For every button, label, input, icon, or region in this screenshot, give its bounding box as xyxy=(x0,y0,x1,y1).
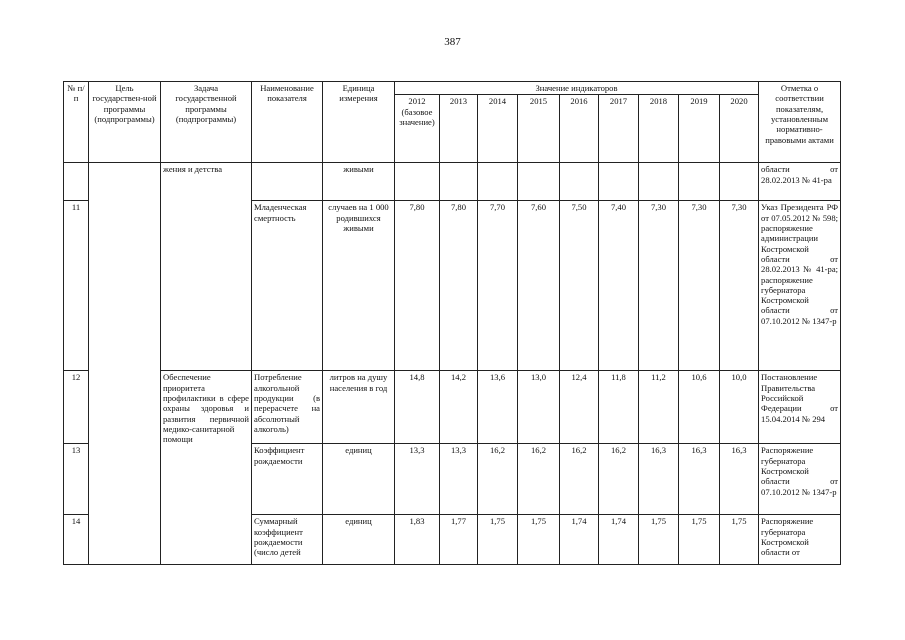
header-year: 2016 xyxy=(560,95,599,163)
cell-value: 12,4 xyxy=(560,371,599,444)
cell-value: 1,75 xyxy=(639,515,679,565)
cell-value xyxy=(518,163,560,201)
cell-indicator: Коэффициент рождаемости xyxy=(252,444,323,515)
cell-goal xyxy=(89,163,161,565)
cell-value: 16,3 xyxy=(720,444,759,515)
cell-num xyxy=(64,163,89,201)
header-year: 2012 (базовое значение) xyxy=(395,95,440,163)
cell-value: 1,75 xyxy=(720,515,759,565)
table-row xyxy=(64,163,841,201)
cell-value: 11,2 xyxy=(639,371,679,444)
cell-value: 16,3 xyxy=(679,444,720,515)
cell-value: 7,50 xyxy=(560,201,599,371)
header-indicator: Наименование показателя xyxy=(252,82,323,163)
cell-value: 1,83 xyxy=(395,515,440,565)
cell-num: 12 xyxy=(64,371,89,444)
cell-value: 14,8 xyxy=(395,371,440,444)
header-year: 2020 xyxy=(720,95,759,163)
cell-value xyxy=(478,163,518,201)
cell-value: 13,3 xyxy=(440,444,478,515)
cell-indicator xyxy=(252,163,323,201)
cell-value xyxy=(720,163,759,201)
cell-value: 13,0 xyxy=(518,371,560,444)
indicators-table xyxy=(63,81,841,565)
header-year: 2013 xyxy=(440,95,478,163)
cell-value xyxy=(560,163,599,201)
page-number: 387 xyxy=(444,36,461,48)
cell-value xyxy=(599,163,639,201)
cell-indicator: Суммарный коэффициент рождаемости (число детей xyxy=(252,515,323,565)
cell-value: 10,0 xyxy=(720,371,759,444)
header-task: Задача государственной программы (подпрограммы) xyxy=(161,82,252,163)
cell-indicator: Потребление алкогольной продукции (в перерасчете на абсолютный алкоголь) xyxy=(252,371,323,444)
cell-value: 10,6 xyxy=(679,371,720,444)
cell-value: 16,2 xyxy=(560,444,599,515)
cell-value: 16,3 xyxy=(639,444,679,515)
cell-value: 13,6 xyxy=(478,371,518,444)
cell-task: жения и детства xyxy=(161,163,252,371)
cell-unit: случаев на 1 000 родившихся живыми xyxy=(323,201,395,371)
cell-value xyxy=(440,163,478,201)
header-year: 2015 xyxy=(518,95,560,163)
header-unit: Единица измерения xyxy=(323,82,395,163)
cell-value: 14,2 xyxy=(440,371,478,444)
cell-unit: литров на душу населения в год xyxy=(323,371,395,444)
header-note: Отметка о соответствии показателям, установленным нормативно-правовыми актами xyxy=(759,82,841,163)
header-year: 2019 xyxy=(679,95,720,163)
cell-value: 1,75 xyxy=(679,515,720,565)
cell-value: 11,8 xyxy=(599,371,639,444)
header-values: Значение индикаторов xyxy=(395,82,759,95)
cell-value: 7,30 xyxy=(720,201,759,371)
cell-value: 16,2 xyxy=(518,444,560,515)
cell-note: Указ Президента РФ от 07.05.2012 № 598; распоряжение администрации Костромской области от 28.02.2013 № 41-ра; распоряжение губернатора Костромской области от 07.10.2012 № 1347-р xyxy=(759,201,841,371)
cell-note: Распоряжение губернатора Костромской области от xyxy=(759,515,841,565)
cell-value xyxy=(639,163,679,201)
cell-value: 13,3 xyxy=(395,444,440,515)
cell-value: 7,70 xyxy=(478,201,518,371)
header-goal: Цель государствен-ной программы (подпрограммы) xyxy=(89,82,161,163)
cell-num: 13 xyxy=(64,444,89,515)
cell-note: Распоряжение губернатора Костромской области от 07.10.2012 № 1347-р xyxy=(759,444,841,515)
table-row xyxy=(64,371,841,444)
cell-value xyxy=(679,163,720,201)
cell-note: Постановление Правительства Российской Федерации от 15.04.2014 № 294 xyxy=(759,371,841,444)
cell-value: 16,2 xyxy=(478,444,518,515)
cell-unit: единиц xyxy=(323,515,395,565)
cell-value: 1,74 xyxy=(599,515,639,565)
cell-unit: единиц xyxy=(323,444,395,515)
cell-num: 11 xyxy=(64,201,89,371)
header-year: 2017 xyxy=(599,95,639,163)
header-num: № п/п xyxy=(64,82,89,163)
cell-value: 7,40 xyxy=(599,201,639,371)
cell-value: 7,30 xyxy=(639,201,679,371)
cell-value: 1,75 xyxy=(518,515,560,565)
cell-value xyxy=(395,163,440,201)
cell-value: 7,60 xyxy=(518,201,560,371)
cell-value: 1,75 xyxy=(478,515,518,565)
header-year: 2014 xyxy=(478,95,518,163)
cell-value: 1,77 xyxy=(440,515,478,565)
cell-value: 7,30 xyxy=(679,201,720,371)
header-year: 2018 xyxy=(639,95,679,163)
cell-num: 14 xyxy=(64,515,89,565)
cell-value: 7,80 xyxy=(395,201,440,371)
cell-note: области от 28.02.2013 № 41-ра xyxy=(759,163,841,201)
cell-value: 16,2 xyxy=(599,444,639,515)
cell-value: 1,74 xyxy=(560,515,599,565)
cell-indicator: Младенческая смертность xyxy=(252,201,323,371)
cell-unit: живыми xyxy=(323,163,395,201)
cell-task: Обеспечение приоритета профилактики в сфере охраны здоровья и развития первичной медико-санитарной помощи xyxy=(161,371,252,565)
cell-value: 7,80 xyxy=(440,201,478,371)
